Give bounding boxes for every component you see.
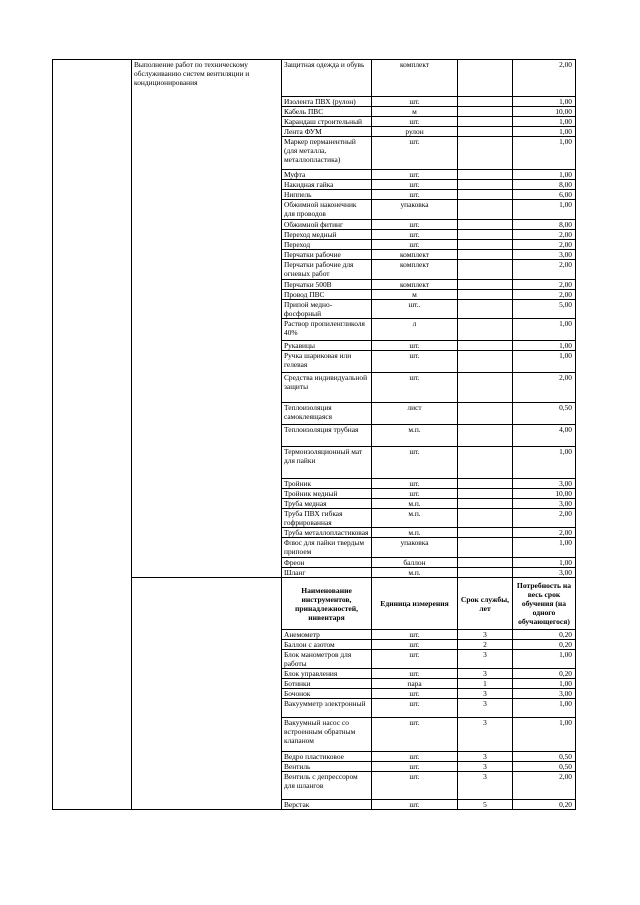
header-unit: Единица измерения <box>372 578 458 630</box>
material-life <box>458 341 513 351</box>
material-name: Переход медный <box>282 230 372 240</box>
material-life <box>458 117 513 127</box>
material-unit: шт. <box>372 180 458 190</box>
material-qty: 1,00 <box>513 97 576 107</box>
material-name: Термоизоляционный мат для пайки <box>282 447 372 479</box>
tool-name: Вакуумный насос со встроенным обратным клапаном <box>282 718 372 752</box>
material-qty: 2,00 <box>513 280 576 290</box>
tool-life: 3 <box>458 752 513 762</box>
material-unit: шт. <box>372 170 458 180</box>
material-unit: упаковка <box>372 200 458 220</box>
material-life <box>458 97 513 107</box>
material-qty: 1,00 <box>513 558 576 568</box>
material-unit: лист <box>372 403 458 425</box>
material-qty: 5,00 <box>513 300 576 319</box>
material-qty: 10,00 <box>513 107 576 117</box>
tool-life: 3 <box>458 669 513 679</box>
material-qty: 2,00 <box>513 230 576 240</box>
material-unit: шт. <box>372 479 458 489</box>
material-name: Ручка шариковая или гелевая <box>282 351 372 373</box>
tool-unit: шт. <box>372 689 458 699</box>
material-name: Труба металлопластиковая <box>282 528 372 538</box>
tool-life: 3 <box>458 718 513 752</box>
tool-life: 1 <box>458 679 513 689</box>
equipment-table-body <box>53 60 576 810</box>
material-life <box>458 180 513 190</box>
material-life <box>458 568 513 578</box>
tool-unit: шт. <box>372 650 458 669</box>
material-name: Перчатки рабочие <box>282 250 372 260</box>
tool-qty: 0,50 <box>513 762 576 772</box>
tool-life: 3 <box>458 762 513 772</box>
tool-qty: 1,00 <box>513 699 576 718</box>
material-name: Обжимной фитинг <box>282 220 372 230</box>
material-name: Рукавицы <box>282 341 372 351</box>
material-unit: рулон <box>372 127 458 137</box>
tool-unit: шт. <box>372 640 458 650</box>
tool-name: Вентиль с депрессором для шлангов <box>282 772 372 800</box>
material-unit: шт. <box>372 489 458 499</box>
material-name: Накидная гайка <box>282 180 372 190</box>
material-life <box>458 137 513 170</box>
material-unit: шт. <box>372 447 458 479</box>
tool-unit: шт. <box>372 800 458 810</box>
material-unit: м.п. <box>372 509 458 528</box>
material-name: Труба медная <box>282 499 372 509</box>
equipment-table <box>52 59 576 810</box>
material-name: Теплоизоляция самоклеящаяся <box>282 403 372 425</box>
tool-unit: шт. <box>372 772 458 800</box>
material-life <box>458 107 513 117</box>
material-unit: комплект <box>372 60 458 97</box>
material-name: Тройник <box>282 479 372 489</box>
material-life <box>458 290 513 300</box>
tool-qty: 1,00 <box>513 718 576 752</box>
material-unit: шт.. <box>372 300 458 319</box>
material-name: Лента ФУМ <box>282 127 372 137</box>
material-unit: м.п. <box>372 499 458 509</box>
material-unit: м.п. <box>372 425 458 447</box>
tool-name: Вентиль <box>282 762 372 772</box>
material-qty: 2,00 <box>513 509 576 528</box>
material-life <box>458 200 513 220</box>
material-name: Маркер перманентный (для металла, металлопластика) <box>282 137 372 170</box>
tool-qty: 0,20 <box>513 669 576 679</box>
tool-life: 3 <box>458 699 513 718</box>
material-qty: 3,00 <box>513 250 576 260</box>
tool-name: Баллон с азотом <box>282 640 372 650</box>
tool-name: Ботинки <box>282 679 372 689</box>
material-unit: л <box>372 319 458 341</box>
tool-unit: шт. <box>372 752 458 762</box>
material-name: Теплоизоляция трубная <box>282 425 372 447</box>
tool-unit: шт. <box>372 630 458 640</box>
material-qty: 3,00 <box>513 499 576 509</box>
material-qty: 1,00 <box>513 319 576 341</box>
material-qty: 1,00 <box>513 200 576 220</box>
material-life <box>458 230 513 240</box>
material-life <box>458 558 513 568</box>
material-unit: комплект <box>372 260 458 280</box>
tool-life: 3 <box>458 689 513 699</box>
material-unit: м.п. <box>372 528 458 538</box>
tool-life: 5 <box>458 800 513 810</box>
header-name: Наименование инструментов, принадлежностей, инвентаря <box>282 578 372 630</box>
material-life <box>458 403 513 425</box>
material-life <box>458 425 513 447</box>
material-name: Тройник медный <box>282 489 372 499</box>
material-unit: шт. <box>372 240 458 250</box>
tool-life: 3 <box>458 772 513 800</box>
material-qty: 1,00 <box>513 447 576 479</box>
material-life <box>458 300 513 319</box>
tool-qty: 0,50 <box>513 752 576 762</box>
tool-qty: 1,00 <box>513 650 576 669</box>
material-qty: 0,50 <box>513 403 576 425</box>
material-qty: 6,00 <box>513 190 576 200</box>
material-qty: 1,00 <box>513 351 576 373</box>
material-unit: шт. <box>372 341 458 351</box>
material-unit: шт. <box>372 190 458 200</box>
material-unit: шт. <box>372 220 458 230</box>
tool-name: Верстак <box>282 800 372 810</box>
material-name: Карандаш строительный <box>282 117 372 127</box>
material-name: Кабель ПВС <box>282 107 372 117</box>
material-unit: шт. <box>372 373 458 403</box>
material-name: Ниппель <box>282 190 372 200</box>
material-unit: шт. <box>372 137 458 170</box>
material-qty: 3,00 <box>513 479 576 489</box>
material-life <box>458 447 513 479</box>
material-name: Труба ПВХ гибкая гофрированная <box>282 509 372 528</box>
material-name: Фреон <box>282 558 372 568</box>
material-life <box>458 538 513 558</box>
material-qty: 10,00 <box>513 489 576 499</box>
tool-unit: пара <box>372 679 458 689</box>
material-name: Изолента ПВХ (рулон) <box>282 97 372 107</box>
material-unit: упаковка <box>372 538 458 558</box>
tool-name: Ведро пластиковое <box>282 752 372 762</box>
material-qty: 2,00 <box>513 373 576 403</box>
material-qty: 1,00 <box>513 170 576 180</box>
material-unit: шт. <box>372 230 458 240</box>
material-life <box>458 479 513 489</box>
material-name: Припой медно-фосфорный <box>282 300 372 319</box>
material-unit: м.п. <box>372 568 458 578</box>
tool-qty: 0,20 <box>513 800 576 810</box>
material-life <box>458 499 513 509</box>
material-life <box>458 351 513 373</box>
tool-life: 3 <box>458 630 513 640</box>
material-name: Шланг <box>282 568 372 578</box>
material-qty: 2,00 <box>513 528 576 538</box>
material-life <box>458 250 513 260</box>
material-qty: 1,00 <box>513 538 576 558</box>
material-unit: м <box>372 107 458 117</box>
section-title: Выполнение работ по техническому обслуживанию систем вентиляции и кондиционирования <box>132 60 282 578</box>
tool-unit: шт. <box>372 669 458 679</box>
material-name: Переход <box>282 240 372 250</box>
material-qty: 1,00 <box>513 137 576 170</box>
material-unit: шт. <box>372 117 458 127</box>
tool-unit: шт. <box>372 762 458 772</box>
material-life <box>458 60 513 97</box>
material-qty: 8,00 <box>513 180 576 190</box>
tool-life: 3 <box>458 650 513 669</box>
material-life <box>458 220 513 230</box>
material-name: Муфта <box>282 170 372 180</box>
material-life <box>458 170 513 180</box>
material-life <box>458 509 513 528</box>
material-name: Перчатки рабочие для огневых работ <box>282 260 372 280</box>
material-name: Защитная одежда и обувь <box>282 60 372 97</box>
material-life <box>458 319 513 341</box>
material-life <box>458 489 513 499</box>
material-unit: баллон <box>372 558 458 568</box>
material-row <box>53 60 576 97</box>
tool-qty: 2,00 <box>513 772 576 800</box>
tool-name: Блок манометров для работы <box>282 650 372 669</box>
material-name: Обжимной наконечник для проводов <box>282 200 372 220</box>
blank-section-cell <box>132 578 282 810</box>
material-life <box>458 528 513 538</box>
material-qty: 1,00 <box>513 127 576 137</box>
material-unit: м <box>372 290 458 300</box>
material-qty: 4,00 <box>513 425 576 447</box>
material-life <box>458 240 513 250</box>
tool-name: Блок управления <box>282 669 372 679</box>
tool-qty: 3,00 <box>513 689 576 699</box>
material-life <box>458 190 513 200</box>
material-life <box>458 280 513 290</box>
tool-qty: 0,20 <box>513 640 576 650</box>
material-qty: 3,00 <box>513 568 576 578</box>
header-qty: Потребность на весь срок обучения (на одного обучающегося) <box>513 578 576 630</box>
material-unit: шт. <box>372 351 458 373</box>
material-name: Раствор пропиленгликоля 40% <box>282 319 372 341</box>
tool-name: Вакуумметр электронный <box>282 699 372 718</box>
material-life <box>458 260 513 280</box>
tools-header-row <box>53 578 576 630</box>
tool-name: Бочонок <box>282 689 372 699</box>
material-name: Перчатки 500В <box>282 280 372 290</box>
tool-qty: 1,00 <box>513 679 576 689</box>
material-qty: 2,00 <box>513 260 576 280</box>
material-qty: 2,00 <box>513 60 576 97</box>
material-name: Провод ПВС <box>282 290 372 300</box>
tool-qty: 0,20 <box>513 630 576 640</box>
material-unit: комплект <box>372 250 458 260</box>
material-unit: комплект <box>372 280 458 290</box>
header-life: Срок службы, лет <box>458 578 513 630</box>
material-qty: 1,00 <box>513 117 576 127</box>
material-name: Средства индивидуальной защиты <box>282 373 372 403</box>
material-qty: 1,00 <box>513 341 576 351</box>
tool-unit: шт. <box>372 718 458 752</box>
material-life <box>458 127 513 137</box>
material-name: Флюс для пайки твердым припоем <box>282 538 372 558</box>
tool-unit: шт. <box>372 699 458 718</box>
material-life <box>458 373 513 403</box>
left-margin-column <box>53 60 132 810</box>
tool-life: 2 <box>458 640 513 650</box>
material-qty: 2,00 <box>513 290 576 300</box>
material-qty: 8,00 <box>513 220 576 230</box>
material-unit: шт. <box>372 97 458 107</box>
material-qty: 2,00 <box>513 240 576 250</box>
tool-name: Анемометр <box>282 630 372 640</box>
